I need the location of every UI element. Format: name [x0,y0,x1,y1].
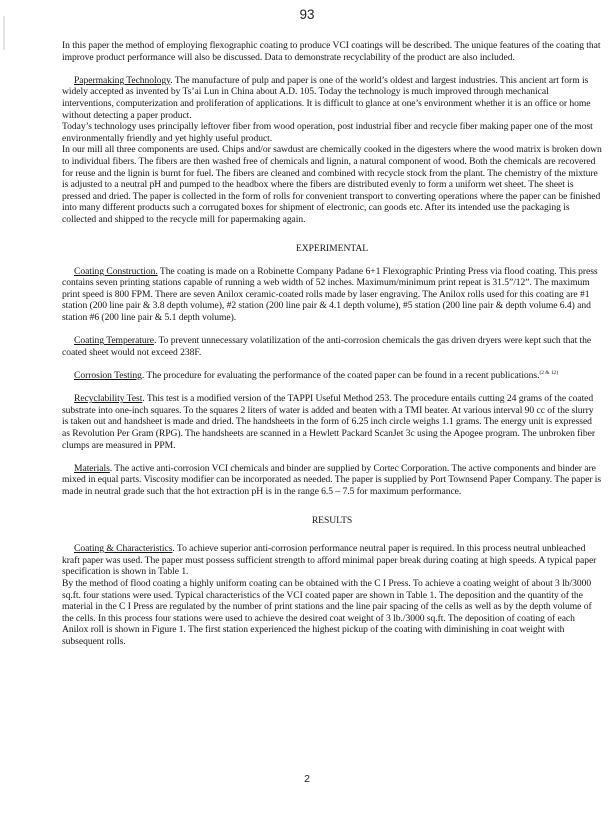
corrosion-testing-paragraph [62,370,602,382]
recyclability-test-text: . This test is a modified version of the TAPPI Useful Method 253. The procedure entails cutting 24 grams of the coated substrate into one-inch squares. To the squares 2 liters of water is added and beaten with a TMI beater. At various interval 90 cc of the slurry is taken out and handsheet is made and dried. The handsheets in the form of 6.25 inch circle weighs 1.1 grams. The energy unit is expressed as Revolution Per Gram (RPG). The handsheets are scanned in a Hewlett Packard ScanJet 3c using the Apogee program. The unbroken fiber clumps are measured in PPM. [62,393,596,451]
corrosion-testing-reference: (2 & 12) [539,370,559,377]
results-heading: RESULTS [311,514,353,526]
recyclability-test-paragraph [62,393,602,451]
intro-paragraph: In this paper the method of employing flexographic coating to produce VCI coatings will be described. The unique features of the coating that improve product performance will also be discussed. Data to demonstrate recyclability of the product are also included. [62,40,601,63]
coating-construction-paragraph [62,266,602,324]
corrosion-testing-text: . The procedure for evaluating the performance of the coated paper can be found in a recent publications. [141,370,540,382]
materials-text: . The active anti-corrosion VCI chemicals and binder are supplied by Cortec Corporation. The active components and binder are mixed in equal parts. Viscosity modifier can be incorporated as needed. The paper is supplied by Port Townsend Paper Company. The paper is made in neutral grade such that the hot extraction pH is in the range 6.5 – 7.5 for maximum performance. [62,462,602,497]
materials-title: Materials [74,462,110,474]
papermaking-paragraph-2: Today’s technology uses principally leftover fiber from wood operation, post industrial fiber and recycle fiber making paper one of the most environmentally friendly and yet highly useful product. [62,121,593,144]
coating-temperature-text: . To prevent unnecessary volatilization of the anti-corrosion chemicals the gas driven dryers were kept such that the coated sheet would not exceed 238F. [62,335,592,358]
coating-characteristics-title: Coating & Characteristics [74,543,173,555]
papermaking-paragraph [62,75,602,121]
coating-temperature-paragraph [62,335,602,358]
papermaking-text: . The manufacture of pulp and paper is one of the world’s oldest and largest industries. This ancient art form is widely accepted as invented by Ts’ai Lun in China about A.D. 105. Today the technology is much improved through mechanical interventions, computerization and proliferation of applications. It is difficult to glance at one’s environment whether it is an office or home without detecting a paper product. [62,74,591,121]
experimental-heading: EXPERIMENTAL [295,242,369,254]
recyclability-test-title: Recyclability Test [74,393,143,405]
papermaking-paragraph-3: In our mill all three components are used. Chips and/or sawdust are chemically cooked in the digesters where the wood matrix is broken down to individual fibers. The fibers are then washed free of chemicals and lignin, a natural component of wood. Both the chemicals are recovered for reuse and the lignin is burnt for fuel. The fibers are cleaned and combined with recycle stock from the plant. The chemistry of the mixture is adjusted to a neutral pH and pumped to the headbox where the fibers are distributed evenly to form a uniform wet sheet. The sheet is pressed and dried. The paper is collected in the form of rolls for convenient transport to converting operations where the paper can be finished into many different products such a corrugated boxes for shipment of electronic, can goods etc. After its intended use the packaging is collected and shipped to the recycle mill for papermaking again. [62,144,602,225]
materials-paragraph [62,463,602,498]
coating-characteristics-text: . To achieve superior anti-corrosion performance neutral paper is required. In this process neutral unbleached kraft paper was used. The paper must possess sufficient strength to afford minimal paper break during coating at high speeds. A typical paper specification is shown in Table 1. [62,543,597,578]
page-number-bottom: 2 [304,773,310,785]
coating-characteristics-paragraph [62,543,602,578]
coating-construction-text: The coating is made on a Robinette Company Padane 6+1 Flexographic Printing Press via flood coating. This press contains seven printing stations capable of running a web width of 52 inches. Maximum/minimum print repeat is 31.5”/12”. The maximum print speed is 800 FPM. There are seven Anilox ceramic-coated rolls made by laser engraving. The Anilox rolls used for this coating are #1 station (200 line pair & 3.8 depth volume), #2 station (200 line pair & 4.1 depth volume), #5 station (200 line pair & depth volume 6.4) and station #6 (200 line pair & 5.1 depth volume). [62,265,598,324]
corrosion-testing-title: Corrosion Testing [74,370,142,382]
coating-temperature-title: Coating Temperature [74,335,154,347]
document-body [62,40,602,648]
page-number-top: 93 [299,7,315,22]
papermaking-title: Papermaking Technology [74,74,171,86]
coating-characteristics-paragraph-2: By the method of flood coating a highly uniform coating can be obtained with the C I Press. To achieve a coating weight of about 3 lb/3000 sq.ft. four stations were used. Typical characteristics of the VCI coated paper are shown in Table 1. The deposition and the quantity of the material in the C I Press are regulated by the number of print stations and the line pair spacing of the cells as well as by the depth volume of the cells. In this process four stations were used to achieve the desired coat weight of 3 lb./3000 sq.ft. The deposition of coating of each Anilox roll is shown in Figure 1. The first station experienced the highest pickup of the coating with diminishing in coat weight with subsequent rolls. [62,577,592,647]
coating-construction-title: Coating Construction. [74,265,158,277]
